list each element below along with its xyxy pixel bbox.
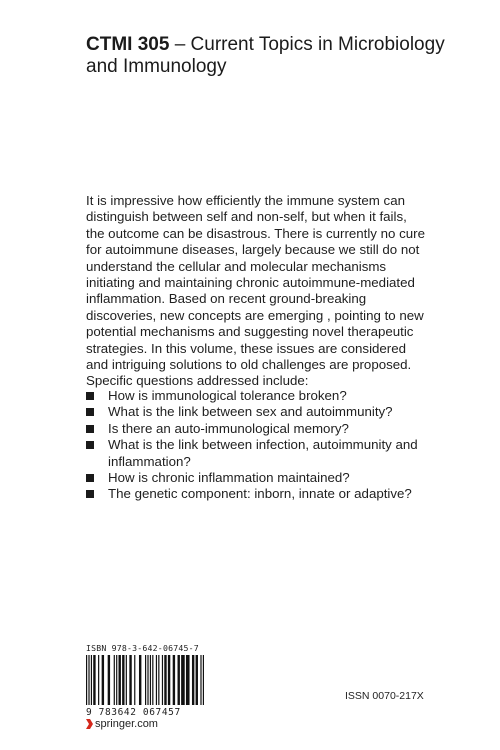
questions-list bbox=[86, 388, 446, 503]
bullet-icon bbox=[86, 408, 94, 416]
series-title bbox=[86, 34, 446, 78]
bullet-icon bbox=[86, 474, 94, 482]
bullet-icon bbox=[86, 441, 94, 449]
bullet-icon bbox=[86, 490, 94, 498]
publisher-logo bbox=[86, 718, 158, 730]
barcode-icon bbox=[86, 655, 204, 705]
list-item bbox=[86, 437, 446, 470]
question-text: The genetic component: inborn, innate or adaptive? bbox=[108, 486, 412, 502]
question-text: Is there an auto-immunological memory? bbox=[108, 420, 349, 436]
question-text: How is chronic inflammation maintained? bbox=[108, 470, 350, 486]
issn: ISSN 0070-217X bbox=[345, 690, 424, 702]
list-item bbox=[86, 388, 446, 404]
list-item bbox=[86, 421, 446, 437]
question-text: What is the link between sex and autoimmunity? bbox=[108, 404, 393, 420]
isbn-digits: 9 783642 067457 bbox=[86, 707, 181, 718]
series-title-text: – Current Topics in Microbiology and Immunology bbox=[86, 34, 445, 77]
series-code: CTMI 305 bbox=[86, 34, 170, 55]
isbn-text: ISBN 978-3-642-06745-7 bbox=[86, 643, 199, 653]
springer-chevron-icon bbox=[86, 719, 93, 729]
list-item bbox=[86, 486, 446, 502]
list-item bbox=[86, 470, 446, 486]
question-text: How is immunological tolerance broken? bbox=[108, 388, 347, 403]
question-text: What is the link between infection, autoimmunity and inflammation? bbox=[108, 437, 418, 469]
publisher-url: springer.com bbox=[95, 718, 158, 730]
list-item bbox=[86, 404, 446, 420]
bullet-icon bbox=[86, 425, 94, 433]
description bbox=[86, 193, 426, 390]
bullet-icon bbox=[86, 392, 94, 400]
description-paragraph: It is impressive how efficiently the immune system can distinguish between self and non-self, but when it fails, the outcome can be disastrous. There is currently no cure for autoimmune diseases, largely because we still do not understand the cellular and molecular mechanisms initiating and maintaining chronic autoimmune-mediated inflammation. Based on recent ground-breaking discoveries, new concepts are emerging , pointing to new potential mechanisms and suggesting novel therapeutic strategies. In this volume, these issues are considered and intriguing solutions to old challenges are proposed. Specific questions addressed include: bbox=[86, 193, 425, 389]
